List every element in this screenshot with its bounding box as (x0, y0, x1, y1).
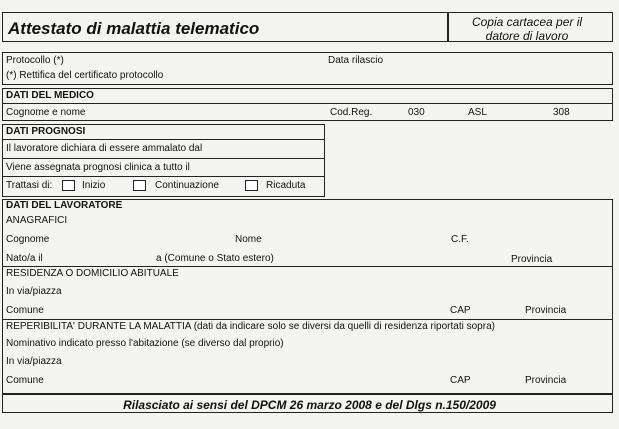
footer-text: Rilasciato ai sensi del DPCM 26 marzo 2008 e del Dlgs n.150/2009 (123, 398, 496, 412)
worker-heading: DATI DEL LAVORATORE (6, 200, 123, 211)
release-date-label: Data rilascio (328, 55, 384, 66)
doctor-name-label: Cognome e nome (6, 107, 86, 118)
cf-label: C.F. (451, 234, 469, 245)
residence-street-label: In via/piazza (6, 286, 62, 297)
availability-heading: REPERIBILITA' DURANTE LA MALATTIA (dati da indicare solo se diversi da quelli di residenza riportati sopra) (6, 321, 495, 332)
continuazione-checkbox[interactable] (133, 180, 146, 191)
copy-note-line2: datore di lavoro (485, 29, 569, 43)
declared-ill-label: Il lavoratore dichiara di essere ammalato dal (6, 143, 203, 154)
availability-street-label: In via/piazza (6, 356, 62, 367)
worker-box (2, 199, 613, 394)
born-label: Nato/a il (6, 253, 43, 264)
codreg-value: 030 (408, 107, 425, 118)
prognosis-heading: DATI PROGNOSI (6, 126, 86, 137)
prognosis-divider-3 (2, 176, 325, 177)
residence-divider (2, 266, 613, 267)
nominative-label: Nominativo indicato presso l'abitazione (se diverso dal proprio) (6, 338, 284, 349)
worker-province-label: Provincia (511, 254, 553, 265)
residence-heading: RESIDENZA O DOMICILIO ABITUALE (6, 268, 179, 279)
surname-label: Cognome (6, 234, 50, 245)
doctor-heading: DATI DEL MEDICO (6, 90, 94, 101)
assigned-prognosis-label: Viene assegnata prognosi clinica a tutto il (6, 162, 190, 173)
availability-province-label: Provincia (525, 375, 567, 386)
personal-heading: ANAGRAFICI (6, 215, 68, 226)
doctor-divider (2, 103, 613, 104)
name-label: Nome (235, 234, 262, 245)
prognosis-divider-2 (2, 158, 325, 159)
availability-city-label: Comune (6, 375, 44, 386)
rectification-label: (*) Rettifica del certificato protocollo (6, 70, 164, 81)
prognosis-divider-1 (2, 139, 325, 140)
continuazione-label: Continuazione (155, 180, 219, 191)
inizio-checkbox[interactable] (62, 180, 75, 191)
copy-note (452, 15, 602, 43)
residence-province-label: Provincia (525, 305, 567, 316)
ricaduta-checkbox[interactable] (245, 180, 258, 191)
residence-city-label: Comune (6, 305, 44, 316)
type-label: Trattasi di: (6, 180, 53, 191)
document-title: Attestato di malattia telematico (8, 19, 260, 38)
asl-label: ASL (468, 107, 487, 118)
born-place-label: a (Comune o Stato estero) (156, 253, 274, 264)
ricaduta-label: Ricaduta (266, 180, 306, 191)
availability-divider (2, 319, 613, 320)
copy-note-line1: Copia cartacea per il (471, 15, 583, 29)
protocol-label: Protocollo (*) (6, 55, 64, 66)
asl-value: 308 (553, 107, 570, 118)
residence-cap-label: CAP (450, 305, 471, 316)
inizio-label: Inizio (82, 180, 106, 191)
availability-cap-label: CAP (450, 375, 471, 386)
codreg-label: Cod.Reg. (330, 107, 373, 118)
